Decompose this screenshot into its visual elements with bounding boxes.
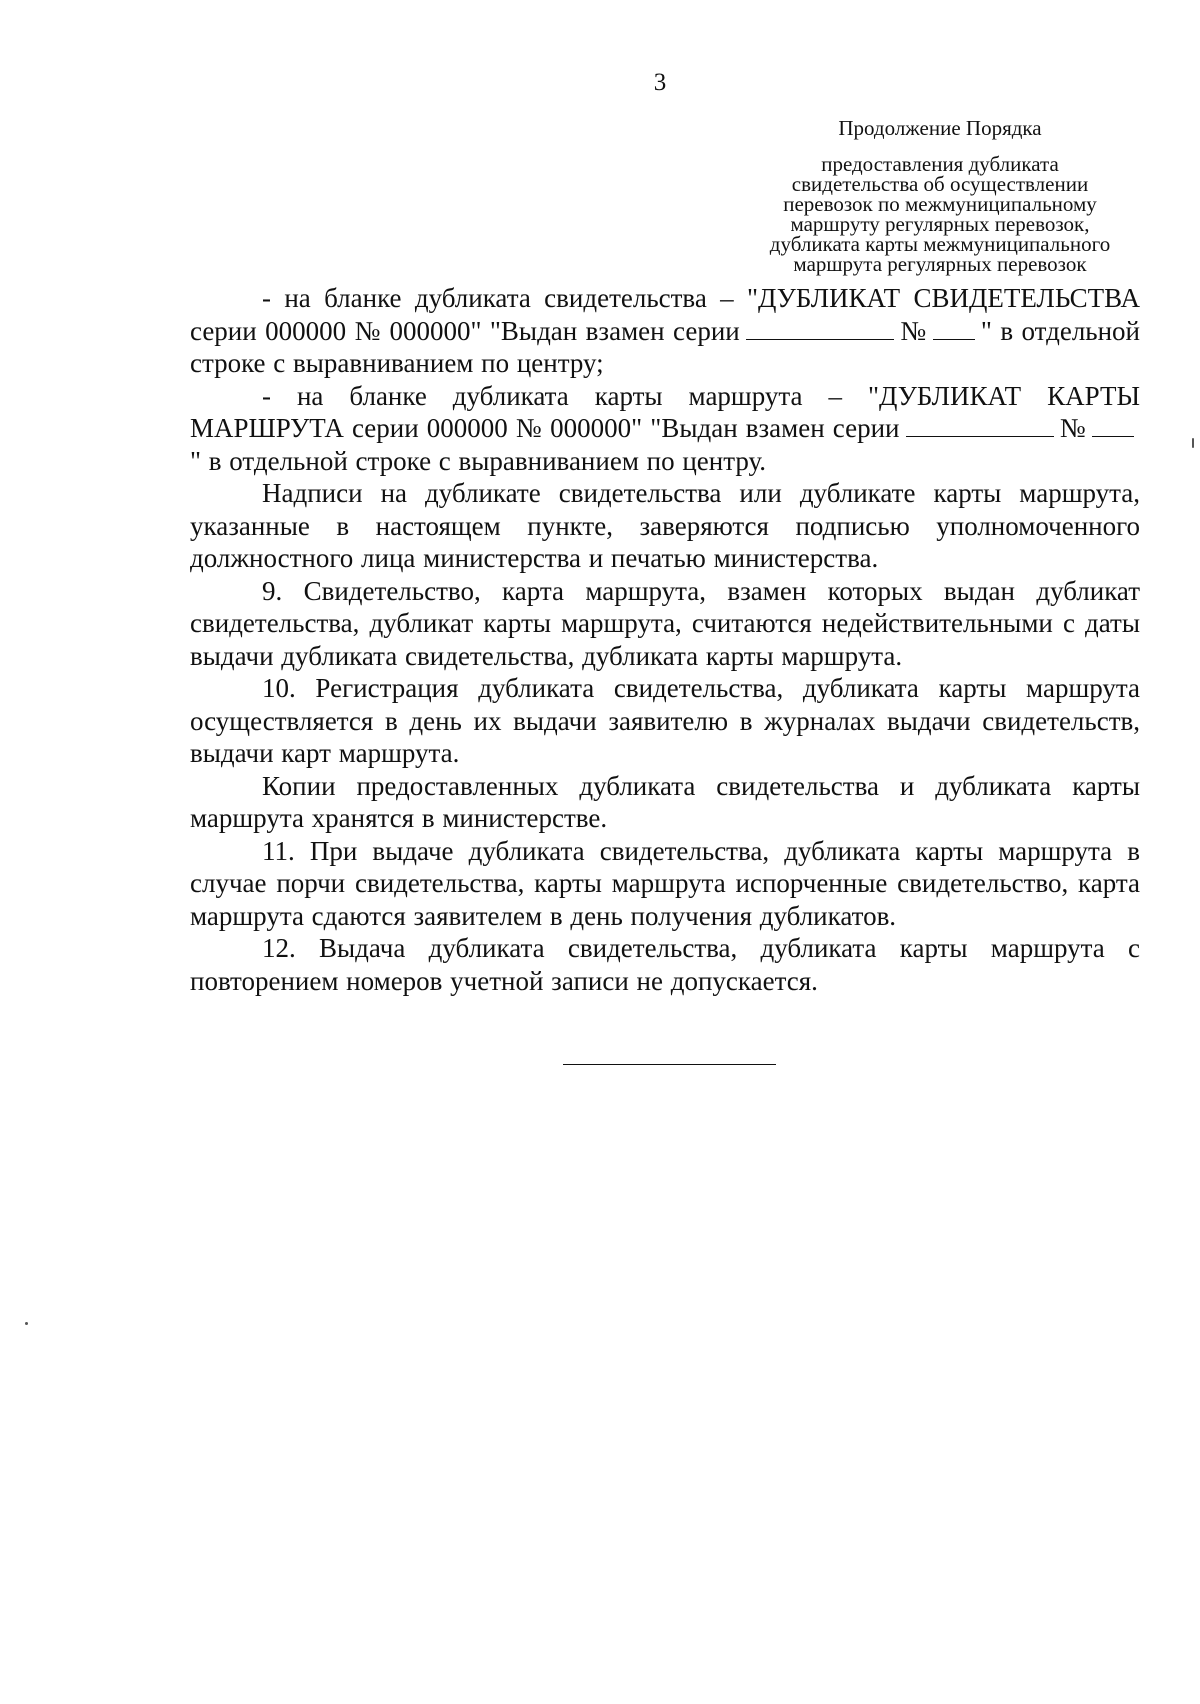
document-heading <box>720 116 1160 274</box>
paragraph-certificate-inscription <box>190 282 1140 380</box>
heading-title: Продолжение Порядка <box>838 116 1042 140</box>
text-run: № <box>1059 413 1086 443</box>
blank-series-field <box>746 317 894 340</box>
heading-line: перевозок по межмуниципальному <box>783 192 1097 216</box>
heading-line: свидетельства об осуществлении <box>791 172 1089 196</box>
closing-divider-line <box>563 1064 776 1065</box>
paragraph-inscriptions-certified: Надписи на дубликате свидетельства или дубликате карты маршрута, указанные в настоящем пункте, заверяются подписью уполномоченного должностного лица министерства и печатью министерства. <box>190 478 1140 573</box>
document-body <box>190 282 1140 997</box>
text-run: - на бланке дубликата свидетельства – "ДУБЛИКАТ СВИДЕТЕЛЬСТВА серии 000000 № 000000" "Выдан взамен серии <box>190 283 1140 346</box>
heading-line: предоставления дубликата <box>821 152 1059 176</box>
blank-series-field <box>906 414 1054 437</box>
text-run: - на бланке дубликата карты маршрута – "ДУБЛИКАТ КАРТЫ МАРШРУТА серии 000000 № 000000" "Выдан взамен серии <box>190 380 1140 443</box>
blank-number-field <box>933 317 975 340</box>
heading-line: маршруту регулярных перевозок, <box>790 212 1090 236</box>
heading-line: дубликата карты межмуниципального <box>769 232 1111 256</box>
paragraph-item-9: 9. Свидетельство, карта маршрута, взамен которых выдан дубликат свидетельства, дубликат карты маршрута, считаются недействительными с даты выдачи дубликата свидетельства, дубликата карты маршрута. <box>190 575 1140 671</box>
scan-speck <box>1192 438 1194 448</box>
scan-speck <box>25 1322 28 1325</box>
paragraph-item-11: 11. При выдаче дубликата свидетельства, дубликата карты маршрута в случае порчи свидетельства, карты маршрута испорченные свидетельство, карта маршрута сдаются заявителем в день получения дубликатов. <box>190 835 1140 931</box>
blank-number-field <box>1092 414 1134 437</box>
text-run: " в отдельной строке с выравниванием по центру; <box>190 315 1141 378</box>
text-run: № <box>899 315 927 346</box>
paragraph-route-card-inscription <box>190 380 1140 478</box>
text-run: " в отдельной строке с выравниванием по центру. <box>190 445 767 476</box>
paragraph-item-12: 12. Выдача дубликата свидетельства, дубликата карты маршрута с повторением номеров учетной записи не допускается. <box>190 933 1140 996</box>
paragraph-copies-stored: Копии предоставленных дубликата свидетельства и дубликата карты маршрута хранятся в министерстве. <box>190 770 1140 833</box>
paragraph-item-10: 10. Регистрация дубликата свидетельства, дубликата карты маршрута осуществляется в день их выдачи заявителю в журналах выдачи свидетельств, выдачи карт маршрута. <box>190 673 1140 768</box>
heading-line: маршрута регулярных перевозок <box>793 252 1087 276</box>
page-number: 3 <box>653 69 667 96</box>
